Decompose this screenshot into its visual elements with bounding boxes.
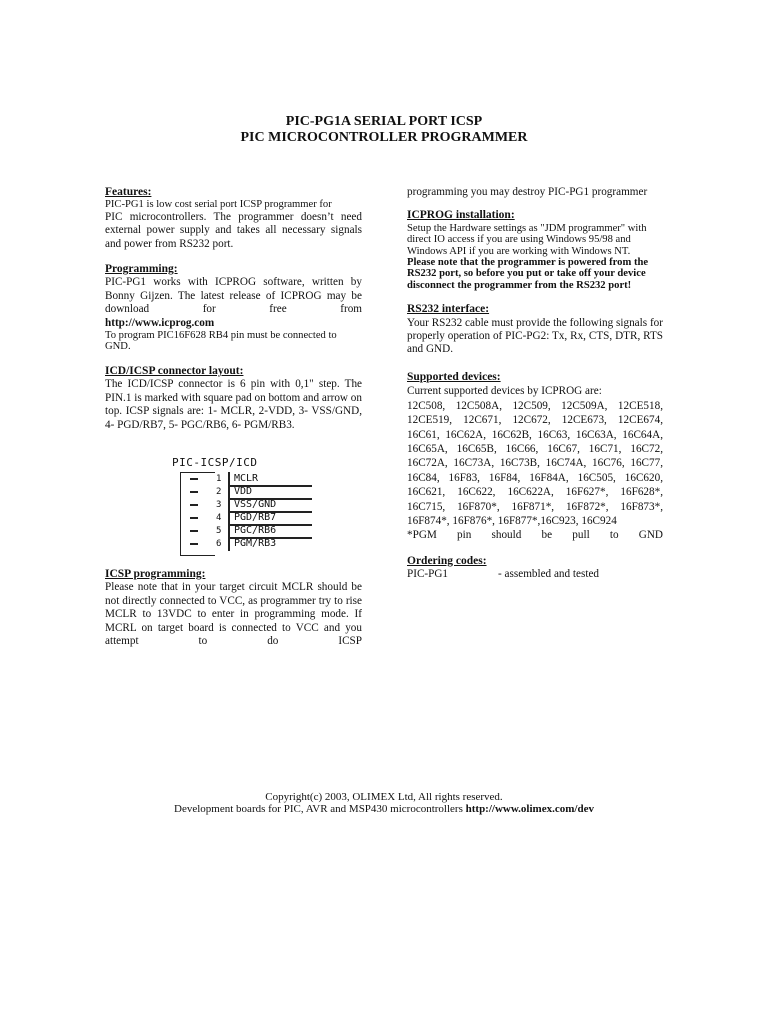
left-column xyxy=(105,186,362,432)
features-body: PIC microcontrollers. The programmer doesn’t need external power supply and takes all necessary signals and power from RS232 port. xyxy=(105,210,362,250)
order-description: - assembled and tested xyxy=(498,568,599,581)
connector-title: PIC-ICSP/ICD xyxy=(172,456,258,469)
features-heading: Features: xyxy=(105,186,152,198)
programming-note: To program PIC16F628 RB4 pin must be connected to GND. xyxy=(105,330,337,353)
footer-url-link[interactable]: http://www.olimex.com/dev xyxy=(465,803,594,815)
icprog-warning: Please note that the programmer is powered from the RS232 port, so before you put or take off your device disconnect the programmer from the RS232 port! xyxy=(407,257,649,291)
rs232-body: Your RS232 cable must provide the following signals for properly operation of PIC-PG2: Tx, Rx, CTS, DTR, RTS and GND. xyxy=(407,316,663,356)
order-code: PIC-PG1 xyxy=(407,568,449,581)
right-column xyxy=(407,186,663,582)
footer-copyright: Copyright(c) 2003, OLIMEX Ltd, All rights reserved. xyxy=(265,791,503,803)
supported-devices-heading: Supported devices: xyxy=(407,370,501,383)
continuation-text: programming you may destroy PIC-PG1 programmer xyxy=(407,186,648,198)
icprog-installation-body: Setup the Hardware settings as "JDM programmer" with direct IO access if you are using Windows 95/98 and Windows API if you are working with Windows NT. xyxy=(407,222,647,257)
connector-heading: ICD/ICSP connector layout: xyxy=(105,364,244,377)
rs232-heading: RS232 interface: xyxy=(407,303,490,316)
pgm-note: *PGM pin should be pull to GND xyxy=(407,529,663,542)
icsp-programming-body: Please note that in your target circuit MCLR should be not directly connected to VCC, as programmer try to rise MCLR to 13VDC to enter in programming mode. If MCRL on target board is connected to VCC and you attempt to do ICSP xyxy=(105,581,362,648)
supported-devices-list: 12C508, 12C508A, 12C509, 12C509A, 12CE518, 12CE519, 12C671, 12C672, 12CE673, 12CE674, 16C61, 16C62A, 16C62B, 16C63, 16C63A, 16C64A, 16C65A, 16C65B, 16C66, 16C67, 16C71, 16C72, 16C72A, 16C73A, 16C73B, 16C74A, 16C76, 16C77, 16C84, 16F83, 16F84, 16F84A, 16C505, 16C620, 16C621, 16C622, 16C622A, 16F627*, 16F628*, 16C715, 16F870*, 16F871*, 16F872*, 16F873*, 16F874*, 16F876*, 16F877*,16C923, 16C924 xyxy=(407,399,663,527)
features-line1: PIC-PG1 is low cost serial port ICSP programmer for xyxy=(105,199,332,211)
connector-body: The ICD/ICSP connector is 6 pin with 0,1" step. The PIN.1 is marked with square pad on bottom and arrow on top. ICSP signals are: 1- MCLR, 2-VDD, 3- VSS/GND, 4- PGD/RB7, 5- PGC/RB6, 6- PGM/RB3. xyxy=(105,378,362,431)
document-title-line2: PIC MICROCONTROLLER PROGRAMMER xyxy=(240,130,528,145)
footer-dev-boards-text: Development boards for PIC, AVR and MSP430 microcontrollers xyxy=(174,803,463,815)
left-column-lower xyxy=(105,568,362,648)
ordering-row xyxy=(407,568,663,581)
icprog-installation-heading: ICPROG installation: xyxy=(407,209,515,222)
icsp-programming-heading: ICSP programming: xyxy=(105,568,206,580)
footer-dev-boards xyxy=(0,803,768,816)
ordering-codes-heading: Ordering codes: xyxy=(407,554,487,567)
supported-devices-intro: Current supported devices by ICPROG are: xyxy=(407,385,602,398)
programming-heading: Programming: xyxy=(105,263,178,276)
document-title-line1: PIC-PG1A SERIAL PORT ICSP xyxy=(285,114,483,129)
icprog-link[interactable]: http://www.icprog.com xyxy=(105,316,215,329)
icsp-connector-diagram: PIC-ICSP/ICD 1 MCLR 2 VDD 3 VSS/GND 4 PGD/RB7 5 PGC/RB6 6 PGM/RB3 xyxy=(172,456,302,556)
programming-body: PIC-PG1 works with ICPROG software, written by Bonny Gijzen. The latest release of ICPROG may be download for free from xyxy=(105,276,362,316)
